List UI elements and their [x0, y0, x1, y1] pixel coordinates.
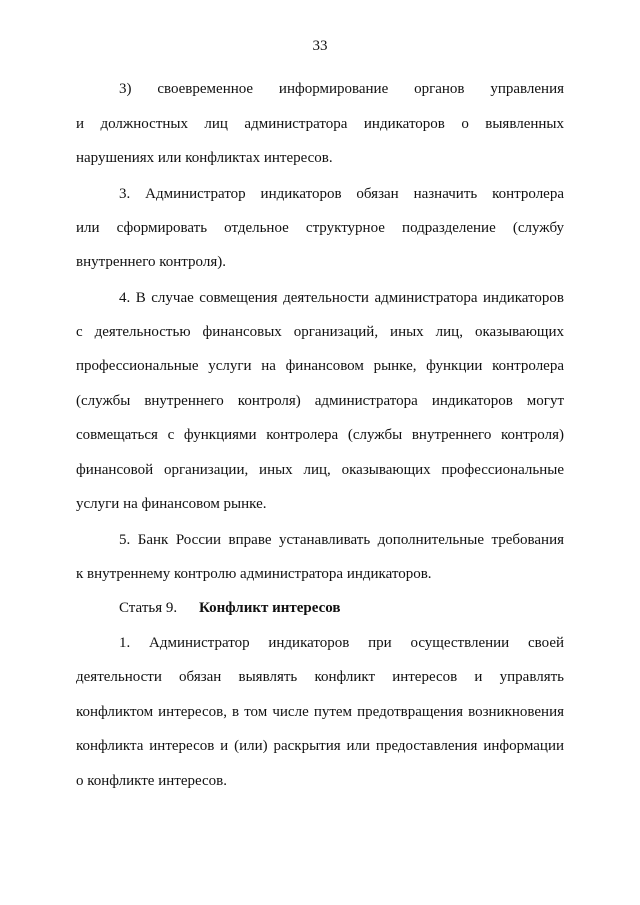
page-number: 33 [312, 38, 328, 54]
article-title: Конфликт интересов [199, 600, 341, 616]
text-line: внутреннего контроля). [76, 254, 226, 270]
text-line: 1. Администратор индикаторов при осуществлении своей [119, 635, 564, 651]
text-line: 4. В случае совмещения деятельности администратора индикаторов [119, 290, 564, 306]
text-line: с деятельностью финансовых организаций, иных лиц, оказывающих [76, 324, 564, 340]
article-number: Статья 9. [119, 600, 178, 616]
text-line: к внутреннему контролю администратора индикаторов. [76, 566, 432, 582]
text-line: деятельности обязан выявлять конфликт интересов и управлять [76, 669, 564, 685]
text-line: финансовой организации, иных лиц, оказывающих профессиональные [76, 462, 564, 478]
text-line: (службы внутреннего контроля) администратора индикаторов могут [76, 393, 564, 409]
text-line: нарушениях или конфликтах интересов. [76, 150, 333, 166]
text-line: и должностных лиц администратора индикаторов о выявленных [76, 116, 564, 132]
text-line: услуги на финансовом рынке. [76, 496, 267, 512]
text-line: конфликта интересов и (или) раскрытия или предоставления информации [76, 738, 564, 754]
text-line: 3. Администратор индикаторов обязан назначить контролера [119, 186, 564, 202]
text-line: профессиональные услуги на финансовом рынке, функции контролера [76, 358, 564, 374]
text-line: совмещаться с функциями контролера (службы внутреннего контроля) [76, 427, 564, 443]
text-line: о конфликте интересов. [76, 773, 228, 789]
text-line: или сформировать отдельное структурное подразделение (службу [76, 220, 564, 236]
text-line: конфликтом интересов, в том числе путем предотвращения возникновения [76, 704, 564, 720]
text-line: 5. Банк России вправе устанавливать дополнительные требования [119, 532, 564, 548]
text-line: 3) своевременное информирование органов управления [119, 81, 564, 97]
